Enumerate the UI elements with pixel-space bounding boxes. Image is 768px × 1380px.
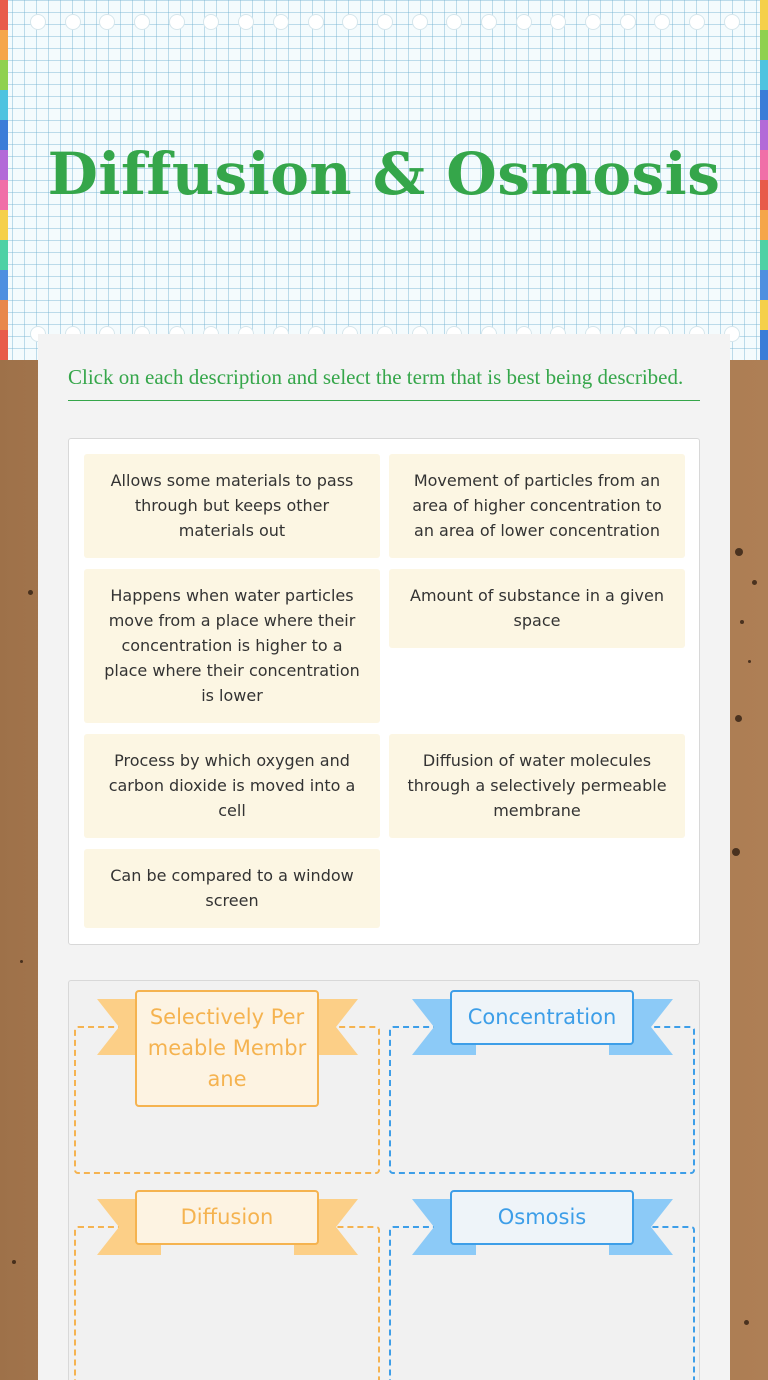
binder-holes-top bbox=[30, 14, 740, 30]
term-label-osmosis: Osmosis bbox=[450, 1190, 634, 1245]
description-card[interactable]: Amount of substance in a given space bbox=[389, 569, 685, 648]
term-label-diffusion: Diffusion bbox=[135, 1190, 319, 1245]
description-card[interactable]: Allows some materials to pass through but keeps other materials out bbox=[84, 454, 380, 558]
terms-panel bbox=[68, 980, 700, 1380]
term-label-selectively-permeable-membrane: Selectively Permeable Membrane bbox=[135, 990, 319, 1107]
description-card[interactable]: Process by which oxygen and carbon dioxide is moved into a cell bbox=[84, 734, 380, 838]
page-title: Diffusion & Osmosis bbox=[47, 140, 721, 208]
description-card[interactable]: Movement of particles from an area of higher concentration to an area of lower concentration bbox=[389, 454, 685, 558]
worksheet bbox=[38, 334, 730, 1380]
description-card[interactable]: Diffusion of water molecules through a selectively permeable membrane bbox=[389, 734, 685, 838]
description-card[interactable]: Can be compared to a window screen bbox=[84, 849, 380, 928]
instructions-text: Click on each description and select the term that is best being described. bbox=[68, 364, 700, 401]
term-label-concentration: Concentration bbox=[450, 990, 634, 1045]
description-card[interactable]: Happens when water particles move from a place where their concentration is higher to a place where their concentration is lower bbox=[84, 569, 380, 723]
header-banner bbox=[0, 0, 768, 360]
descriptions-panel bbox=[68, 438, 700, 945]
